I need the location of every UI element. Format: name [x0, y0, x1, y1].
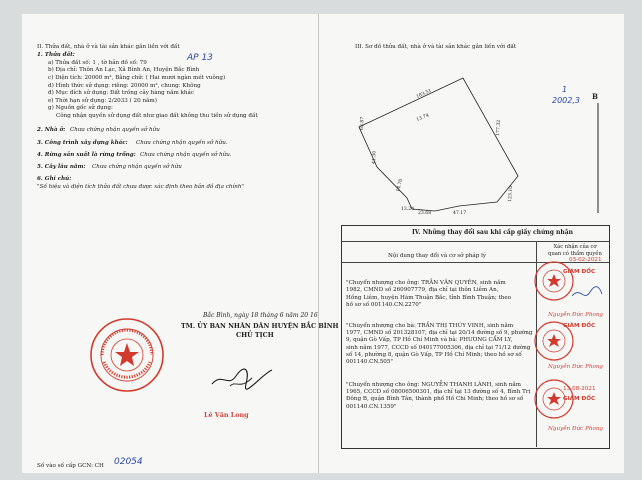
change-3-line-3: Đông B, quận Bình Tân, thành phố Hồ Chí Minh; theo hồ sơ số [346, 396, 524, 402]
change-2-line-4: sinh năm 1977, CCCD số 040177005306, địa chỉ tại 71/12 đường [346, 345, 531, 351]
dimension-label-2: 183.51 [415, 88, 433, 100]
dimension-label-7: 13.24 [401, 207, 415, 212]
change-2-line-6: 001140.CN.505" [346, 359, 393, 365]
dimension-label-5: 14.70 [396, 178, 405, 193]
north-arrow [596, 103, 600, 213]
change-1-line-3: Hồng Liêm, huyện Hàm Thuận Bắc, tỉnh Bình Thuận; theo [346, 295, 512, 301]
change-1-line-1: "Chuyển nhượng cho ông: TRẦN VĂN QUYÊN, sinh năm [346, 280, 506, 286]
sign-title: CHỦ TỊCH [236, 331, 274, 339]
change-1-line-4: hồ sơ số 001140.CN.2270" [346, 302, 422, 308]
change-2-line-2: 1977, CMND số 201328107, địa chỉ tại 20/14 đường số 9, phường [346, 330, 533, 336]
perennial-value: Chưa chứng nhận quyền sở hữu [92, 164, 182, 170]
forest-heading: 4. Rừng sản xuất là rừng trồng: [37, 152, 136, 158]
parcel-line: a) Thửa đất số: 1 , tờ bản đồ số: 79 [48, 60, 147, 66]
signer-between: Nguyễn Đức Phong [548, 312, 604, 318]
origin-line: g) Nguồn gốc sử dụng: [48, 105, 113, 111]
north-label: B [592, 92, 598, 101]
chairman-signature [206, 362, 278, 392]
signature-1 [570, 284, 604, 302]
change-3-line-4: 001140.CN.1359" [346, 404, 397, 410]
sign-organization: TM. ỦY BAN NHÂN DÂN HUYỆN BẮC BÌNH [181, 322, 339, 330]
change-3-line-2: 1965, CCCD số 08006500301, địa chỉ tại 13 đường số 4, Bình Trị [346, 389, 531, 395]
dimension-label-3: 63.87 [360, 116, 366, 131]
stamp-date-1: 03-02-2021 [569, 257, 602, 263]
change-1-line-2: 1982, CMND số 260907779, địa chỉ tại thôn Liêm An, [346, 287, 499, 293]
signer-2: Nguyễn Đức Phong [548, 364, 604, 370]
perennial-heading: 5. Cây lâu năm: [37, 164, 86, 170]
land-heading: 1. Thửa đất: [37, 52, 75, 58]
stamp-role-3: GIÁM ĐỐC [563, 396, 596, 402]
column-content-header: Nội dung thay đổi và cơ sở pháp lý [388, 253, 487, 259]
changes-title: IV. Những thay đổi sau khi cấp giấy chứng nhận [412, 229, 573, 236]
signer-3: Nguyễn Đức Phong [548, 426, 604, 432]
national-emblem-seal [88, 316, 166, 394]
dimension-label-8: 47.17 [453, 211, 467, 216]
dimension-label-10: 13.74 [415, 113, 430, 123]
house-value: Chưa chứng nhận quyền sở hữu [70, 127, 160, 133]
dimension-label-1: 177.32 [496, 119, 503, 137]
stamp-role-2: GIÁM ĐỐC [563, 323, 596, 329]
usage-form-line: d) Hình thức sử dụng: riêng: 20000 m², chung: Không [48, 83, 201, 89]
area-line: c) Diện tích: 20000 m², Bằng chữ: ( Hai mươi ngàn mét vuông) [48, 75, 226, 81]
house-heading: 2. Nhà ở: [37, 127, 66, 133]
parcel-diagram [355, 64, 525, 224]
construction-heading: 3. Công trình xây dựng khác: [37, 140, 128, 146]
dimension-label-4: 41.30 [372, 150, 378, 165]
ledger-number: 02054 [114, 457, 143, 467]
column-authority-header: Xác nhận của cơ quan có thẩm quyền [548, 244, 602, 257]
change-2-line-5: số 14, phường 8, quận Gò Vấp, TP Hồ Chí Minh; theo hồ sơ số [346, 352, 522, 358]
change-2-line-3: 9, quận Gò Vấp, TP Hồ Chí Minh và bà: PHƯƠNG CẨM LY, [346, 337, 513, 343]
table-divider [341, 241, 609, 242]
notes-value: "Số hiệu và diện tích thửa đất chưa được xác định theo bản đồ địa chính" [37, 184, 245, 190]
term-line: e) Thời hạn sử dụng: 2/2033 ( 20 năm) [48, 98, 157, 104]
forest-value: Chưa chứng nhận quyền sở hữu. [140, 152, 232, 158]
change-3-line-1: "Chuyển nhượng cho ông: NGUYỄN THANH LÀNH, sinh năm [346, 382, 521, 388]
change-2-line-1: "Chuyển nhượng cho bà: TRẦN THỊ THÚY VINH, sinh năm [346, 323, 514, 329]
ledger-label: Số vào số cấp GCN: CH [37, 463, 104, 469]
stamp-date-3: 13-08-2021 [563, 386, 596, 392]
stamp-role-1: GIÁM ĐỐC [563, 269, 596, 275]
purpose-line: đ) Mục đích sử dụng: Đất trồng cây hàng năm khác [48, 90, 195, 96]
construction-value: Chưa chứng nhận quyền sở hữu. [136, 140, 228, 146]
notes-heading: 6. Ghi chú: [37, 176, 72, 182]
dimension-label-6: 23.68 [418, 211, 432, 216]
dimension-label-9: 123.10 [508, 185, 515, 203]
section-2-title: II. Thửa đất, nhà ở và tài sản khác gắn liền với đất [37, 44, 180, 50]
sign-place-date: Bắc Bình, ngày 18 tháng 6 năm 20 16 [203, 312, 318, 319]
origin-value: Công nhận quyền sử dụng đất như giao đất không thu tiền sử dụng đất [56, 113, 258, 119]
office-stamp-1 [533, 260, 575, 302]
section-3-title: III. Sơ đồ thửa đất, nhà ở và tài sản khác gắn liền với đất [355, 44, 517, 50]
address-line: b) Địa chỉ: Thôn An Lạc, Xã Bình An, Huyện Bắc Bình [48, 67, 200, 73]
handwritten-note: AP 13 [187, 53, 213, 63]
signer-name: Lê Văn Long [204, 411, 249, 419]
page-fold [318, 14, 319, 473]
handwritten-page-number: 1 [562, 85, 568, 94]
handwritten-page-note: 2002,3 [552, 96, 580, 105]
